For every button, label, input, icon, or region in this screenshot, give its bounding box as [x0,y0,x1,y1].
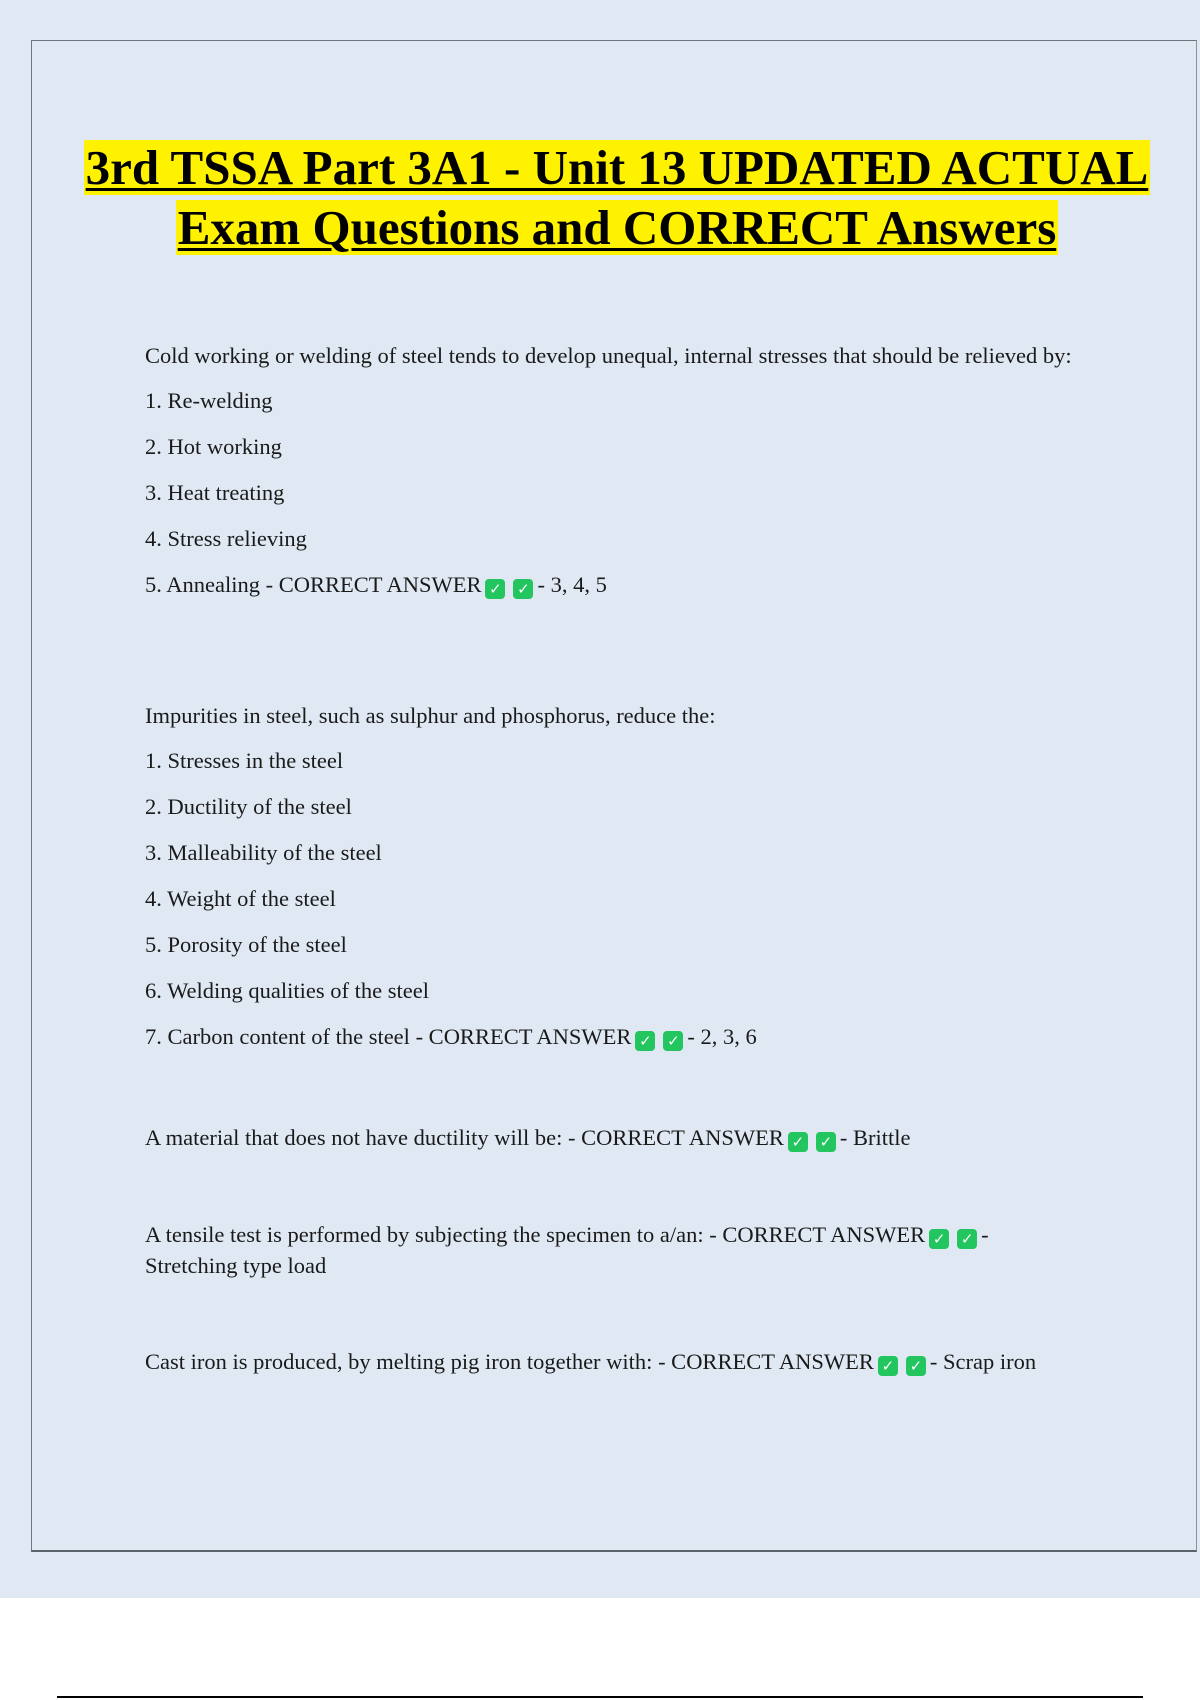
check-mark-icon: ✓ [878,1356,898,1376]
question-block-4 [145,1219,1085,1295]
check-mark-icon: ✓ [635,1031,655,1051]
answer-line [145,569,1085,615]
correct-answer-label: - CORRECT ANSWER [265,572,482,597]
answer-option: 3. Heat treating [145,480,285,505]
answer-option: 4. Stress relieving [145,526,307,551]
answer-option: 7. Carbon content of the steel [145,1024,410,1049]
answer-option: 6. Welding qualities of the steel [145,978,429,1003]
answer-line [145,1122,1085,1153]
answer-line [145,1346,1085,1377]
correct-answer-value: - 3, 4, 5 [537,572,607,597]
check-mark-icon: ✓ [906,1356,926,1376]
answer-option: 5. Annealing [145,572,260,597]
correct-answer-value: - Brittle [839,1125,911,1150]
answer-option: 5. Porosity of the steel [145,932,347,957]
answer-line [145,1219,1085,1281]
correct-answer-label: - CORRECT ANSWER [568,1125,784,1150]
check-mark-icon: ✓ [929,1229,949,1249]
footer-divider [57,1696,1143,1698]
document-title [40,138,1194,258]
question-text: A tensile test is performed by subjecting the specimen to a/an: [145,1222,704,1247]
answer-option: 1. Stresses in the steel [145,748,344,773]
answer-option: 2. Hot working [145,434,282,459]
title-highlight: 3rd TSSA Part 3A1 - Unit 13 UPDATED ACTUAL Exam Questions and CORRECT Answers [85,140,1149,255]
correct-answer-label: - CORRECT ANSWER [709,1222,926,1247]
correct-answer-value: - Stretching type load [145,1222,989,1278]
check-mark-icon: ✓ [957,1229,977,1249]
answer-option: 1. Re-welding [145,388,273,413]
question-text: A material that does not have ductility will be: [145,1125,563,1150]
question-block-2 [145,700,1085,1067]
correct-answer-value: - Scrap iron [929,1349,1037,1374]
answer-option: 3. Malleability of the steel [145,840,382,865]
answer-line [145,1021,1085,1067]
question-text: Cold working or welding of steel tends to develop unequal, internal stresses that should be relieved by: [145,343,1072,368]
check-mark-icon: ✓ [788,1132,808,1152]
question-text: Cast iron is produced, by melting pig iron together with: [145,1349,653,1374]
question-block-3 [145,1122,1085,1167]
check-mark-icon: ✓ [485,579,505,599]
question-block-5 [145,1346,1085,1391]
answer-option: 4. Weight of the steel [145,886,336,911]
correct-answer-value: - 2, 3, 6 [687,1024,757,1049]
correct-answer-label: - CORRECT ANSWER [658,1349,874,1374]
check-mark-icon: ✓ [513,579,533,599]
answer-option: 2. Ductility of the steel [145,794,352,819]
check-mark-icon: ✓ [816,1132,836,1152]
correct-answer-label: - CORRECT ANSWER [415,1024,632,1049]
question-block-1 [145,340,1085,615]
question-text: Impurities in steel, such as sulphur and phosphorus, reduce the: [145,703,716,728]
check-mark-icon: ✓ [663,1031,683,1051]
